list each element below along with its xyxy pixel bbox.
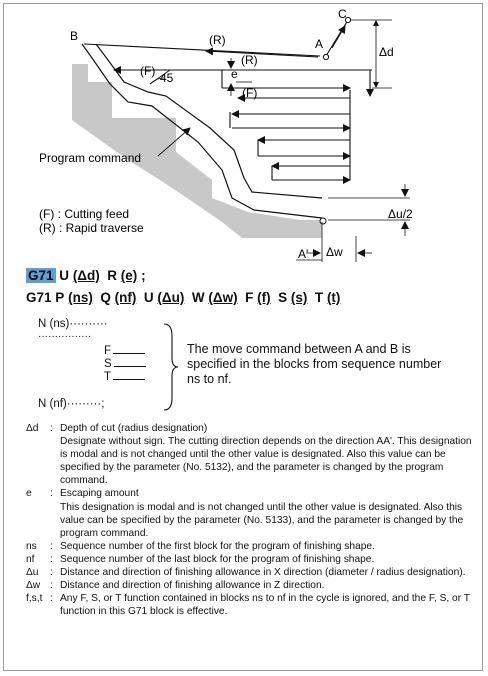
def-sep: : [50,423,53,434]
arg-dd: (Δd) [72,268,100,283]
def-sep: : [50,553,53,565]
label-a: A [315,37,324,51]
point-a [323,54,328,59]
format-line-1 [26,268,146,283]
label-program-command: Program command [39,151,142,165]
arg-t: (t) [326,290,341,305]
definitions-list [26,422,478,618]
block-s [104,358,146,370]
label-e: e [231,67,238,81]
def-sym: f,s,t [26,593,43,605]
def-body [60,487,478,539]
def-nf [26,553,478,566]
def-line: Designate without sign. The cutting direction depends on the direction AA'. This designation is modal and is not changed until the other value is designated. Also this value can be specified by the parameter (No. 5132), and the parameter is changed by the program command. [60,436,472,487]
g71-highlight: G71 [28,268,54,283]
label-du: Δu/2 [388,207,413,221]
arg-e: (e) [120,268,138,283]
def-sep: : [50,540,53,552]
def-line: Escaping amount [60,488,139,500]
label-dw: Δw [326,245,343,259]
def-body [60,422,478,487]
def-ns [26,540,478,553]
block-f-label: F [104,345,112,357]
block-t-label: T [104,371,112,383]
def-dd [26,422,478,487]
def-body: Distance and direction of finishing allowance in X direction (diameter / radius designation). [60,567,466,579]
block-f [104,345,145,357]
g71-code: G71 [26,290,52,305]
point-a-prime [320,218,326,224]
block-dots: ················ [38,331,92,342]
addr-u2: U [143,290,154,305]
g71-diagram [0,0,488,270]
addr-f: F [245,290,254,305]
def-sym: e [26,488,32,500]
def-sep: : [50,567,53,579]
rapid-return-arrow [206,51,318,57]
legend-rapid: (R) : Rapid traverse [39,221,144,235]
def-sep: : [50,488,53,500]
def-dw [26,579,478,592]
def-body: Any F, S, or T function contained in blocks ns to nf in the cycle is ignored, and the F, S, or T function in this G71 block is effective. [60,593,470,618]
rapid-line-top [84,44,320,56]
def-sym: ns [26,540,37,552]
label-feed-right: (F) [242,86,258,100]
def-sep: : [50,593,53,605]
label-aprime: A' [298,247,309,261]
def-sym: nf [26,553,35,565]
label-45: 45 [160,71,174,85]
def-du [26,566,478,579]
def-body: Distance and direction of finishing allowance in Z direction. [60,580,325,592]
def-sym: Δw [26,580,41,592]
block-n-ns: N (ns)·········· [38,318,108,330]
arg-dw: (Δw) [208,290,238,305]
label-rapid-mid: (R) [241,53,258,67]
def-sym: Δu [26,567,39,579]
def-sym: Δd [26,423,39,434]
arg-du: (Δu) [157,290,185,305]
def-e [26,487,478,539]
block-t [104,371,145,383]
def-fst [26,592,478,618]
def-sep: : [50,580,53,592]
label-b: B [70,29,79,43]
arg-s: (s) [290,290,308,305]
a-to-c-arrow [332,26,345,48]
label-dd: Δd [379,45,394,59]
addr-s: S [278,290,288,305]
def-body: Sequence number of the first block for the program of finishing shape. [60,540,375,552]
addr-q: Q [100,290,111,305]
addr-t: T [314,290,324,305]
label-rapid-top: (R) [209,33,226,47]
def-body: Sequence number of the last block for the program of finishing shape. [60,553,375,565]
arg-f: (f) [257,290,271,305]
block-n-nf: N (nf)·········; [38,398,105,410]
addr-p: P [55,290,65,305]
block-note: The move command between A and B is specified in the blocks from sequence number ns to nf. [187,342,442,386]
label-c: C [338,7,347,21]
brace [160,322,180,412]
format-line-2 [26,290,340,305]
label-feed-left: (F) [140,64,156,78]
arg-nf: (nf) [114,290,137,305]
def-line: Depth of cut (radius designation) [60,423,208,434]
addr-w: W [191,290,205,305]
def-line: This designation is modal and is not changed until the other value is designated. Also this value can be specified by the parameter (No. 5133), and the parameter is changed by the program command. [60,501,464,539]
legend-feed: (F) : Cutting feed [39,207,130,221]
block-s-label: S [104,358,112,370]
addr-u: U [59,268,70,283]
approach-path [326,20,348,56]
arg-ns: (ns) [68,290,93,305]
semicolon: ; [141,268,146,283]
addr-r: R [107,268,118,283]
